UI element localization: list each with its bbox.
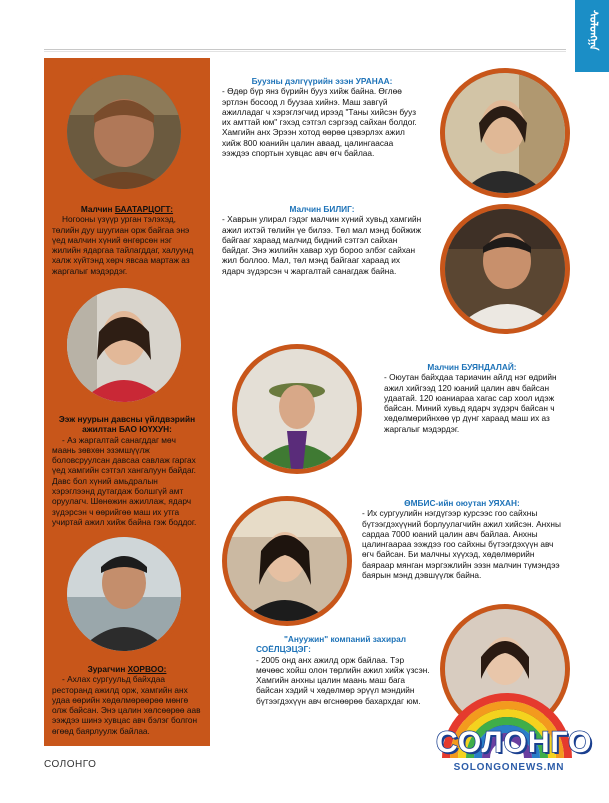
- caption-text: - Өдөр бүр янз бүрийн бууз хийж байна. Өглөө эртлэн босоод л буузаа хийнэ. Маш завгүй ажилладаг ч хэрэглэгчид ирээд "Таны хийсэн бууз их амттай юм" гэхэд сэтгэл сэргээд сайхан болдог. Хамгийн анх Эрээн хотод өөрөө цэвэрлэх ажил хийж 800 юанийн цалин аваад, цалингаасаа ээждээ спортын хувцас авч өгч байлаа.: [222, 86, 417, 159]
- caption-name: Зурагчин ХОРВОО:: [87, 664, 167, 674]
- person-photo-icon: [237, 349, 357, 469]
- caption-bilig: [222, 204, 422, 276]
- caption-buyandalai: [384, 362, 560, 434]
- page-footer-title: СОЛОНГО: [44, 759, 97, 770]
- portrait-uyahan: [222, 496, 352, 626]
- caption-text: - Аз жаргалтай санагддаг мөч маань зөвхөн эзэмшүүлж боловсруулсан давсаа савлаж гаргах үед хамгийн сэтгэл хангалуун байдаг. Давс бол хүний амьдралын хэрэглээнд дутагдаж болшгүй амт оруулагч. Шөнөжин ажиллаж, ядарч зүдэрсэн ч өөрийгөө маш их утга учиртай ажил хийж байна гэж боддог.: [52, 434, 197, 527]
- magazine-side-tab: [575, 0, 609, 72]
- person-photo-icon: [67, 537, 181, 651]
- logo-wordmark: СОЛОНГО: [436, 726, 593, 759]
- caption-bao-yuhun: [52, 414, 202, 527]
- caption-text: - 2005 онд анх ажилд орж байлаа. Тэр мөчөөс хойш олон төрлийн ажил хийж үзсэн. Хамгийн анхны цалин маань маш бага байсан хэдий ч хөдөлмөр эрүүл мэндийн бүтээгдэхүүн авч өгснөөрөө бахархдаг юм.: [256, 654, 430, 706]
- caption-name: Малчин БУЯНДАЛАЙ:: [427, 362, 517, 372]
- caption-name: Ээж нуурын давсны үйлдвэрийн ажилтан БАО ЮҮХУН:: [58, 414, 196, 435]
- caption-text: - Оюутан байхдаа тариачин айлд нэг өдрийн ажил хийгээд 120 юаний цалин авч байсан удаатай. 120 юаниараа хагас сар хоол идэж байсан. Миний хувьд ядарч зүдэрч байсан ч хөдөлмөрийнхөө үр дүнг хараад маш их аз жаргалыг мэдэрдэг.: [384, 372, 557, 434]
- header-rule-secondary: [44, 51, 566, 52]
- portrait-horvoo: [62, 532, 186, 656]
- caption-horvoo: [52, 664, 202, 736]
- caption-name: Малчин БААТАРЦОГТ:: [80, 204, 174, 214]
- portrait-buyandalai: [232, 344, 362, 474]
- caption-text: - Хаврын улирал гэдэг малчин хүний хувьд хамгийн ажил ихтэй төлийн үе билээ. Төл мал мэнд бойжиж байгааг хараад малчид бидний сэтгэл сайхан байдаг. Энэ жилийн хавар хур бороо элбэг сайхан жил боллоо. Мал, төл мэнд байгааг хараад их ядарч зүдэрсэн ч жаргалтай санагдаж байна.: [222, 214, 422, 276]
- caption-name: ӨМБИС-ийн оюутан УЯХАН:: [404, 498, 520, 508]
- caption-text: Ногооны үзүүр урган тэлэхэд, төлийн дуу шуугиан орж байгаа энэ үед малчин хүний өнгөрсөн нэг жилийн ядаргаа тайлагддаг, халуунд халж хүйтэнд хөрч явсаа мартаж аз жаргалыг мэдэрдэг.: [52, 214, 194, 276]
- caption-soyoltsetseg: [256, 634, 434, 706]
- caption-text: - Ахлах сургуульд байхдаа ресторанд ажилд орж, хамгийн анх удаа өөрийн хөдөлмөрөөрөө мөнгө олж байсан. Энэ цалин хөлсөөрөө аав ээждээ шинэ хувцас авч бэлэг болгон өгөөд баярлуулж байлаа.: [52, 674, 201, 736]
- person-photo-icon: [445, 209, 565, 329]
- person-photo-icon: [227, 501, 347, 621]
- portrait-bilig: [440, 204, 570, 334]
- person-photo-icon: [67, 288, 181, 402]
- caption-text: - Их сургуулийн нэгдүгээр курсээс гоо сайхны бүтээгдэхүүний борлуулагчийн ажил хийсэн. Анхны сардаа 7000 юаний цалин авч байлаа. Анхны цалингаараа ээждээ гоо сайхны бүтээгдэхүүн авч өгч байсан. Би малчны хүүхэд, хөдөлмөрийн баяраар мянган мэргэжлийн ээзн малчин түмэндээ баярын мэнд дэвшүүлж байна.: [362, 508, 561, 581]
- caption-name: Буузны дэлгүүрийн эзэн УРАНАА:: [251, 76, 393, 86]
- caption-uranaa: [222, 76, 422, 158]
- portrait-bao-yuhun: [62, 283, 186, 407]
- caption-baatartsogt: [52, 204, 202, 276]
- portrait-baatartsogt: [62, 70, 186, 194]
- caption-uyahan: [362, 498, 562, 580]
- caption-name: Малчин БИЛИГ:: [289, 204, 355, 214]
- header-rule: [44, 49, 566, 50]
- logo-url: SOLONGONEWS.MN: [453, 762, 565, 773]
- caption-name: "Ануужин" компаний захирал: [283, 634, 407, 644]
- caption-name-line2: СОЁЛЦЭЦЭГ:: [256, 644, 311, 655]
- person-photo-icon: [67, 75, 181, 189]
- side-tab-label: ᠰᠣᠯᠣᠩᠭ᠋ᠠ: [587, 10, 600, 51]
- person-photo-icon: [445, 73, 565, 193]
- portrait-uranaa: [440, 68, 570, 198]
